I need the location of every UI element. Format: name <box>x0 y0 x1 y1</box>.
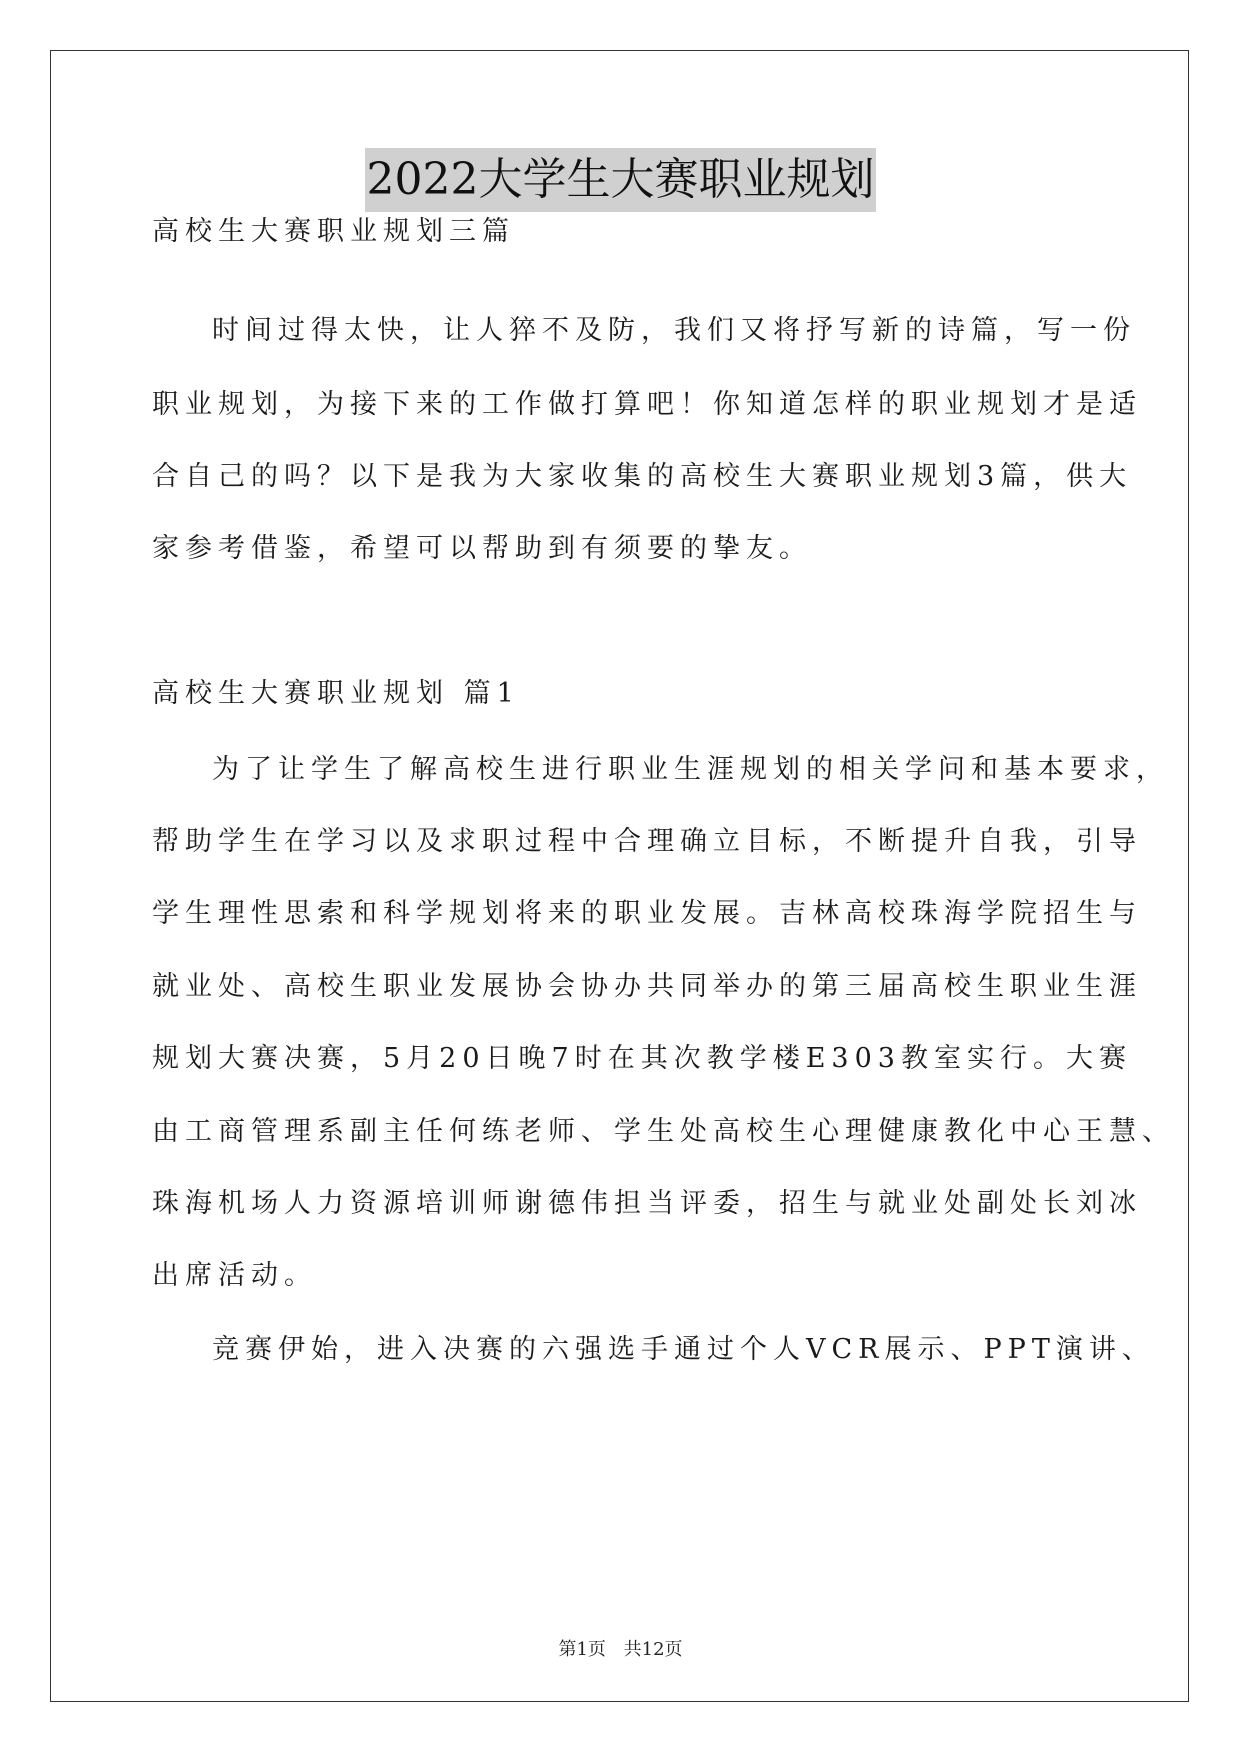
title-container <box>0 148 1241 212</box>
body-line-1: 为了让学生了解高校生进行职业生涯规划的相关学问和基本要求， <box>212 754 1169 785</box>
body-line-2: 帮助学生在学习以及求职过程中合理确立目标，不断提升自我，引导 <box>152 826 1142 857</box>
section-heading: 高校生大赛职业规划 篇1 <box>152 678 520 709</box>
body-line-6: 由工商管理系副主任何练老师、学生处高校生心理健康教化中心王慧、 <box>152 1116 1175 1147</box>
page-footer <box>0 1635 1241 1661</box>
body-line-4: 就业处、高校生职业发展协会协办共同举办的第三届高校生职业生涯 <box>152 971 1142 1002</box>
intro-line-4: 家参考借鉴，希望可以帮助到有须要的挚友。 <box>152 533 812 564</box>
body-line-8: 出席活动。 <box>152 1260 317 1291</box>
page-number: 第1页 <box>558 1639 606 1660</box>
body-line-7: 珠海机场人力资源培训师谢德伟担当评委，招生与就业处副处长刘冰 <box>152 1188 1142 1219</box>
page-border <box>50 50 1189 1702</box>
body-line-5: 规划大赛决赛，5月20日晚7时在其次教学楼E303教室实行。大赛 <box>152 1043 1132 1074</box>
body-line-9: 竞赛伊始，进入决赛的六强选手通过个人VCR展示、PPT演讲、 <box>212 1334 1155 1365</box>
intro-line-2: 职业规划，为接下来的工作做打算吧！你知道怎样的职业规划才是适 <box>152 389 1142 420</box>
body-line-3: 学生理性思索和科学规划将来的职业发展。吉林高校珠海学院招生与 <box>152 898 1142 929</box>
intro-line-3: 合自己的吗？以下是我为大家收集的高校生大赛职业规划3篇，供大 <box>152 461 1133 492</box>
intro-line-1: 时间过得太快，让人猝不及防，我们又将抒写新的诗篇，写一份 <box>212 315 1136 346</box>
subtitle: 高校生大赛职业规划三篇 <box>152 216 515 247</box>
document-title: 2022大学生大赛职业规划 <box>365 148 877 212</box>
page-total: 共12页 <box>623 1639 683 1660</box>
